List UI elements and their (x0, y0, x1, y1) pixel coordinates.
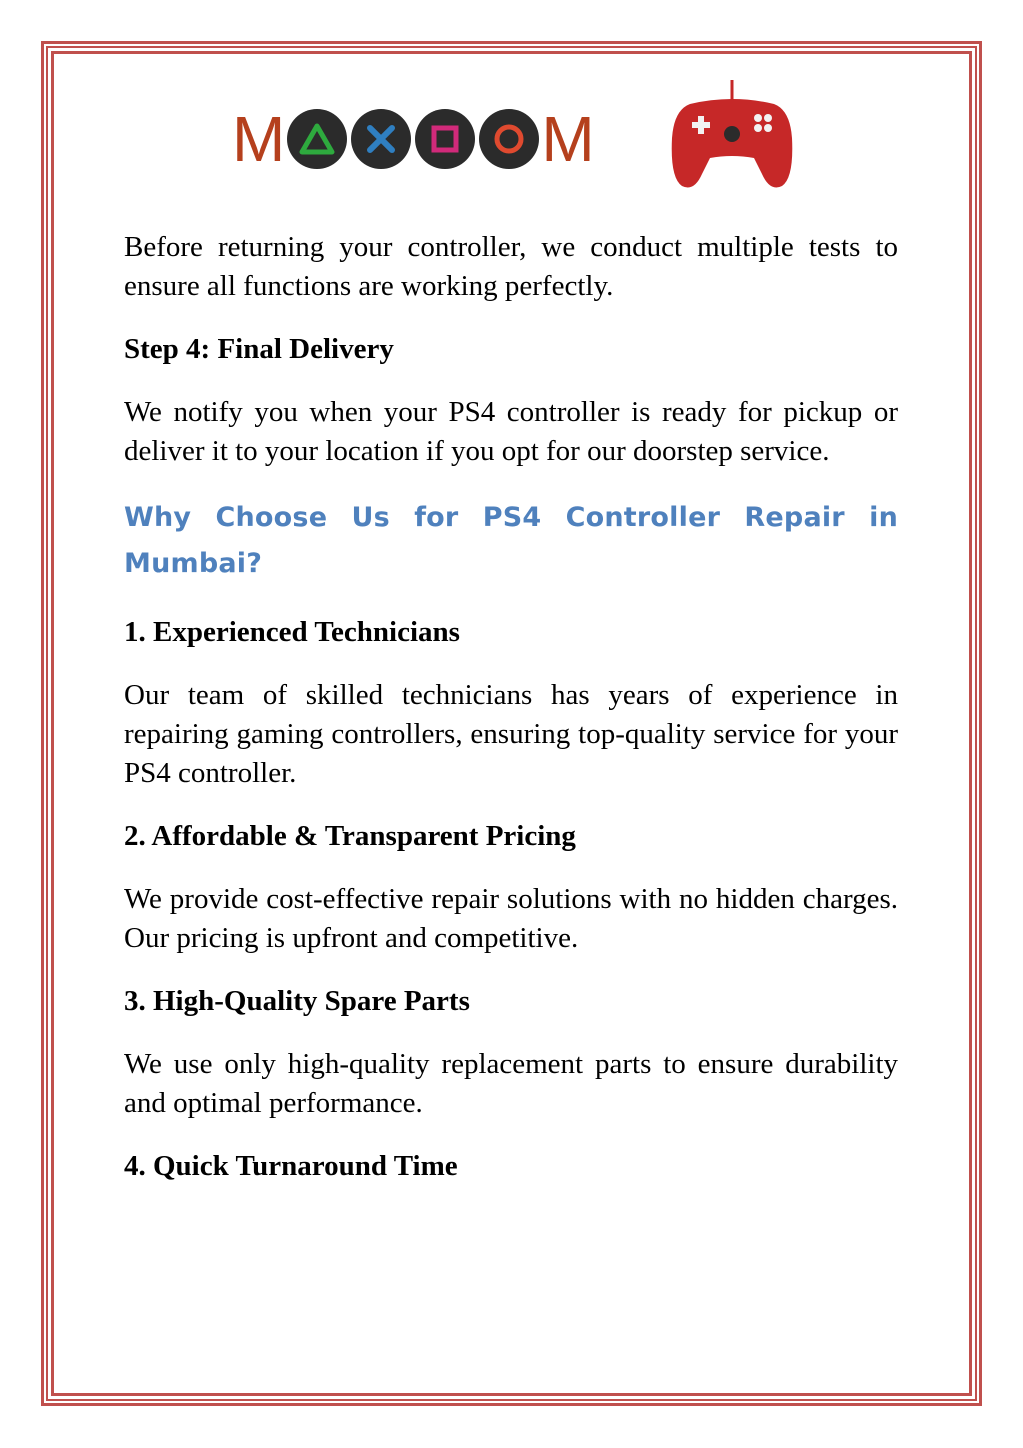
item-heading: 4. Quick Turnaround Time (124, 1150, 458, 1182)
circle-icon (479, 109, 539, 169)
intro-paragraph: Before returning your controller, we conduct multiple tests to ensure all functions are working perfectly. (124, 231, 898, 302)
item-heading: 2. Affordable & Transparent Pricing (124, 820, 576, 852)
cross-icon (351, 109, 411, 169)
maxcom-logo (232, 78, 792, 192)
item-paragraph: Our team of skilled technicians has years of experience in repairing gaming controllers, ensuring top-quality service for your PS4 controller. (124, 679, 898, 789)
item-paragraph: We use only high-quality replacement parts to ensure durability and optimal performance. (124, 1048, 898, 1119)
logo-wordmark (232, 104, 595, 174)
triangle-icon (287, 109, 347, 169)
logo-letter-m-end: M (541, 103, 595, 175)
why-choose-us-heading: Why Choose Us for PS4 Controller Repair in Mumbai? (124, 502, 898, 579)
step4-paragraph: We notify you when your PS4 controller is ready for pickup or deliver it to your location if you opt for our doorstep service. (124, 396, 898, 467)
item-heading: 1. Experienced Technicians (124, 616, 460, 648)
item-paragraph: We provide cost-effective repair solutions with no hidden charges. Our pricing is upfront and competitive. (124, 883, 898, 954)
item-heading: 3. High-Quality Spare Parts (124, 985, 470, 1017)
game-controller-icon (670, 78, 794, 192)
document-body (124, 228, 898, 1210)
square-icon (415, 109, 475, 169)
logo-letter-m: M (232, 103, 286, 175)
step4-heading: Step 4: Final Delivery (124, 333, 394, 365)
